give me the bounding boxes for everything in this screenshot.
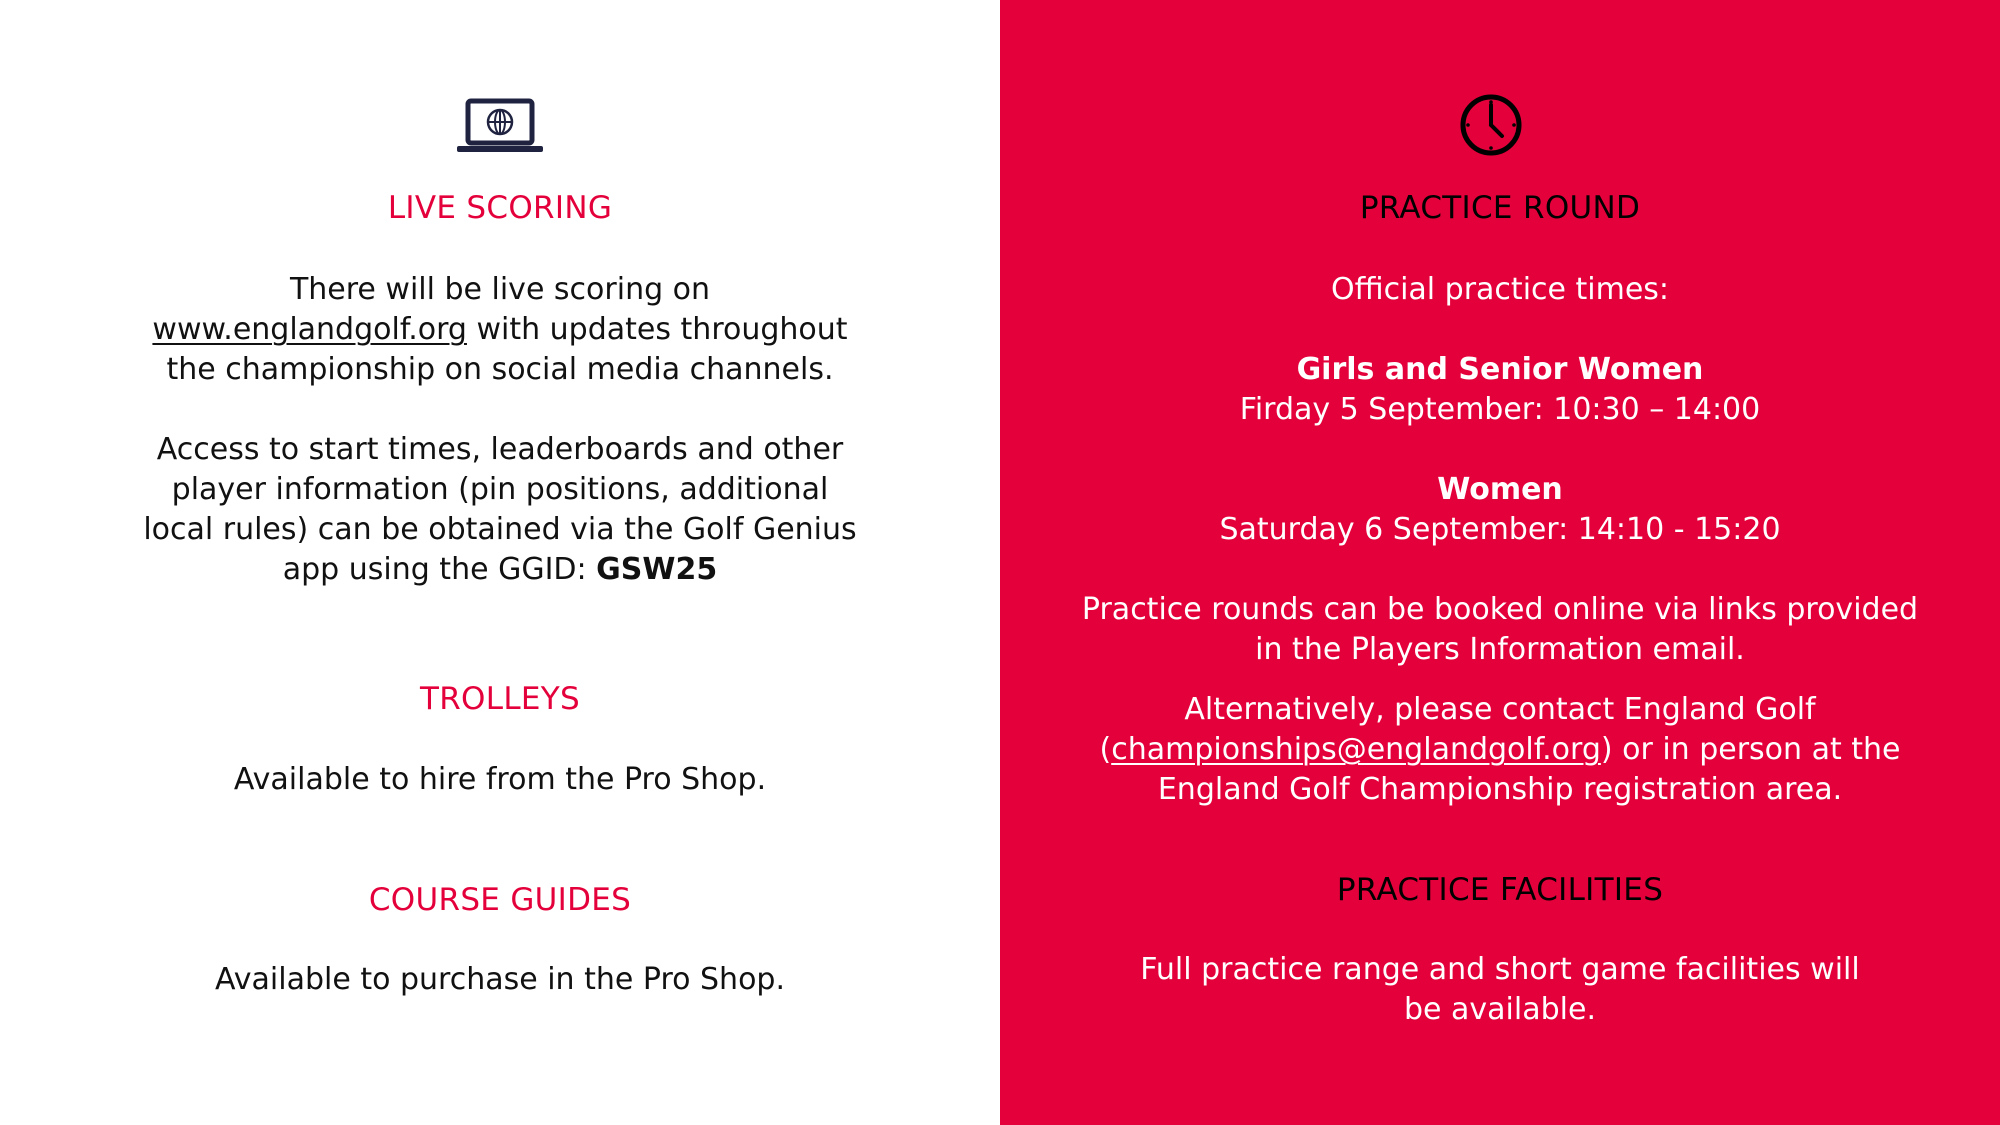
live-scoring-line-rest: with updates throughout [466, 312, 848, 347]
right-panel [1000, 0, 2000, 1125]
trolleys-heading: TROLLEYS [419, 681, 581, 717]
course-guides-heading: COURSE GUIDES [368, 882, 632, 918]
clock-icon [1459, 93, 1523, 157]
laptop-globe-icon [455, 97, 545, 155]
practice-intro: Official practice times: [1330, 272, 1670, 307]
booking-line: in the Players Information email. [1255, 632, 1745, 667]
access-line: player information (pin positions, additional [171, 472, 829, 507]
practice-facilities-heading: PRACTICE FACILITIES [1336, 872, 1664, 908]
access-line: local rules) can be obtained via the Golf Genius [143, 512, 857, 547]
alt-line: England Golf Championship registration area. [1157, 772, 1843, 807]
ggid-code: GSW25 [596, 552, 718, 587]
live-scoring-heading: LIVE SCORING [387, 190, 613, 226]
practice-alternative-contact [1020, 690, 1980, 810]
championships-email-link[interactable]: championships@englandgolf.org [1111, 732, 1601, 767]
trolleys-text: Available to hire from the Pro Shop. [233, 762, 767, 797]
facilities-line: Full practice range and short game facilities will [1140, 952, 1860, 987]
alt-line [1020, 730, 1980, 770]
alt-line-rest: ) or in person at the [1600, 732, 1901, 767]
live-scoring-line [80, 310, 920, 350]
group-title: Women [1437, 472, 1563, 507]
group-time: Firday 5 September: 10:30 – 14:00 [1239, 392, 1761, 427]
access-line [80, 550, 920, 590]
live-scoring-paragraph-1 [80, 270, 920, 390]
live-scoring-line: There will be live scoring on [289, 272, 711, 307]
practice-group-women [1040, 470, 1960, 550]
access-line: Access to start times, leaderboards and other [156, 432, 844, 467]
practice-facilities-text [1040, 950, 1960, 1030]
practice-round-heading: PRACTICE ROUND [1359, 190, 1641, 226]
alt-line: Alternatively, please contact England Golf [1184, 692, 1816, 727]
facilities-line: be available. [1404, 992, 1596, 1027]
group-time: Saturday 6 September: 14:10 - 15:20 [1219, 512, 1781, 547]
group-title: Girls and Senior Women [1296, 352, 1704, 387]
live-scoring-line: the championship on social media channels. [166, 352, 834, 387]
ggid-label: app using the GGID: [282, 552, 597, 587]
practice-booking-text [1020, 590, 1980, 670]
practice-group-girls-senior [1040, 350, 1960, 430]
course-guides-text: Available to purchase in the Pro Shop. [215, 962, 785, 997]
live-scoring-paragraph-2 [80, 430, 920, 590]
alt-paren: ( [1099, 732, 1112, 767]
englandgolf-website-link[interactable]: www.englandgolf.org [152, 312, 467, 347]
booking-line: Practice rounds can be booked online via links provided [1081, 592, 1919, 627]
